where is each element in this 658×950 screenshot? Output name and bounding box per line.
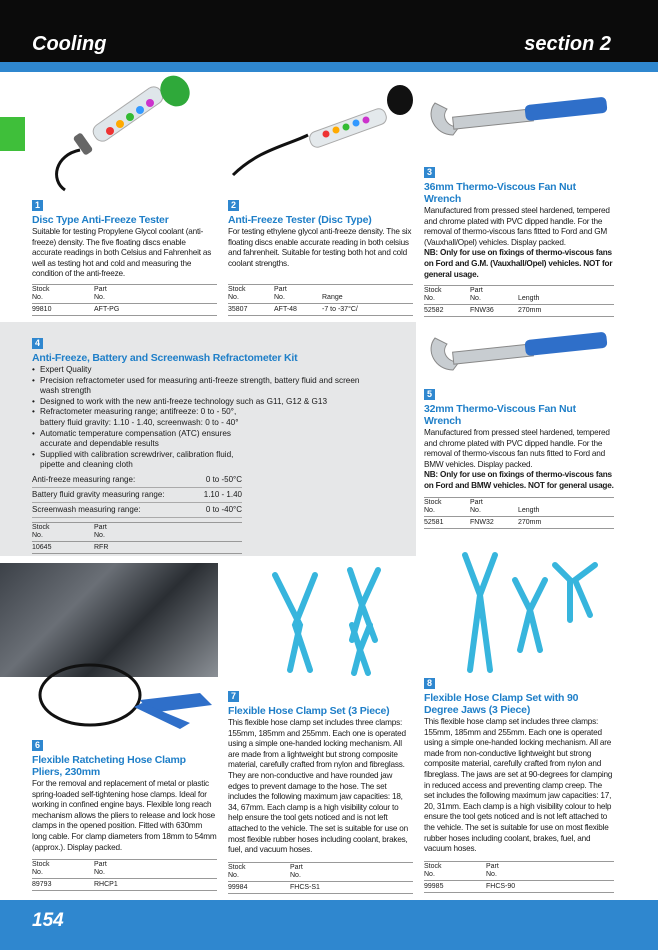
list-item: • Designed to work with the new anti-freeze technology such as G11, G12 & G13 xyxy=(32,397,362,408)
stock-table: Stock No. Part No. Length 52581 FNW32 270mm xyxy=(424,497,614,529)
product-description: Manufactured from pressed steel hardened, tempered and chrome plated with PVC dipped handle. For the removal of thermo-viscous fans fitted to Ford and GM (Vauxhall/Opel) vehicles. Display packed. xyxy=(424,206,610,247)
product-note: NB: Only for use on fixings of thermo-viscous fans on Ford and BMW vehicles. NOT for general usage. xyxy=(424,470,614,490)
page-header xyxy=(0,0,658,62)
list-item: • Supplied with calibration screwdriver, calibration fluid, pipette and cleaning cloth xyxy=(32,450,247,471)
stock-table xyxy=(32,284,217,316)
product-title: Flexible Hose Clamp Set with 90 Degree Jaws (3 Piece) xyxy=(424,692,579,716)
section-label: section 2 xyxy=(524,33,611,55)
product-title: 32mm Thermo-Viscous Fan Nut Wrench xyxy=(424,403,576,427)
product-number: 4 xyxy=(32,338,43,349)
product-number: 3 xyxy=(424,167,435,178)
table-row: Screenwash measuring range: 0 to -40°C xyxy=(32,502,242,517)
section-tab xyxy=(0,117,25,151)
spec-table xyxy=(32,473,242,518)
product-title: Flexible Hose Clamp Set (3 Piece) xyxy=(228,705,390,717)
product-title: Disc Type Anti-Freeze Tester xyxy=(32,214,169,226)
category-title: Cooling xyxy=(32,33,107,55)
product-7 xyxy=(228,686,413,894)
stock-table: Stock No. Part No. Length 52582 FNW36 270mm xyxy=(424,285,614,317)
stock-header: Stock No. xyxy=(32,284,94,303)
product-title: 36mm Thermo-Viscous Fan Nut Wrench xyxy=(424,181,576,205)
product-description: Manufactured from pressed steel hardened, tempered and chrome plated with PVC dipped handle. For the removal of thermo-viscous fan nuts fitted to Ford and BMW vehicles. Display packed. xyxy=(424,428,610,469)
list-item: • Refractometer measuring range; antifreeze: 0 to - 50°, battery fluid gravity: 1.10 - 1.40, screenwash: 0 to - 40° xyxy=(32,407,247,428)
stock-table: Stock No. Part No. 99985 FHCS-90 xyxy=(424,861,614,893)
page-number: 154 xyxy=(32,910,64,931)
product-description: For testing ethylene glycol anti-freeze density. The six floating discs enable accurate reading in both celsius and fahrenheit. Suitable for testing both hot and cold coolant strengths. xyxy=(228,227,412,268)
table-row: 99984 FHCS-S1 xyxy=(228,881,413,893)
header-stripe xyxy=(0,62,658,72)
table-row: Anti-freeze measuring range: 0 to -50°C xyxy=(32,473,242,488)
part-header: Part No. xyxy=(94,284,217,303)
product-3 xyxy=(424,162,614,317)
stock-table: Stock No. Part No. 99984 FHCS-S1 xyxy=(228,862,413,894)
product-description: This flexible hose clamp set includes three clamps: 155mm, 185mm and 255mm. Each one is operated using a simple one-handed locking mechanism. All are made from a lightweight but strong composite material, carefully crafted from nylon and fibreglass. They are non-conductive and have rounded jaw edges to prevent damage to the hose. The set includes the following maximum jaw capacities: 18, 34, 67mm. Each clamp is a high visibility colour to help ensure the tool gets noticed and is not left attached to the vehicle. The set is suitable for use on most flexible rubber hoses including coolant, brakes, fuel, and vacuum hoses. xyxy=(228,718,409,855)
product-4 xyxy=(32,333,372,554)
stock-table: Stock No. Part No. 89793 RHCP1 xyxy=(32,859,217,891)
product-number: 5 xyxy=(424,389,435,400)
product-number: 1 xyxy=(32,200,43,211)
product-description: Suitable for testing Propylene Glycol coolant (anti-freeze) density. The five floating discs enable accurate readings in both Celsius and Fahrenheit as well as testing hot and cold and measuring the condition of the anti-freeze. xyxy=(32,227,212,279)
table-row: 35807 AFT-48 -7 to -37°C/ xyxy=(228,304,413,316)
disc-type-tester-image xyxy=(228,80,418,190)
feature-list xyxy=(32,365,362,471)
list-item: • Precision refractometer used for measuring anti-freeze strength, battery fluid and screen wash strength xyxy=(32,376,362,397)
product-note: NB: Only for use on fixings of thermo-viscous fans on Ford and G.M. (Vauxhall/Opel) vehicles. NOT for general usage. xyxy=(424,248,613,279)
stock-table: Stock No. Part No. Range 35807 AFT-48 -7 to -37°C/ xyxy=(228,284,413,316)
product-6 xyxy=(32,735,217,891)
stock-table: Stock No. Part No. 10645 RFR xyxy=(32,522,242,554)
list-item: • Expert Quality xyxy=(32,365,362,376)
flexible-hose-clamp-set-image xyxy=(260,565,400,680)
fan-nut-wrench-36mm-image xyxy=(425,95,615,145)
ratcheting-hose-clamp-pliers-image xyxy=(30,645,220,735)
product-number: 6 xyxy=(32,740,43,751)
product-title: Anti-Freeze, Battery and Screenwash Refractometer Kit xyxy=(32,352,298,364)
product-title: Flexible Ratcheting Hose Clamp Pliers, 230mm xyxy=(32,754,186,778)
product-description: This flexible hose clamp set includes three clamps: 155mm, 185mm and 255mm. Each one is operated using a simple one-handed locking mechanism. All are made from non-conductive lightweight but strong composite material, carefully crafted from nylon and fibreglass. The jaws are set at 90-degrees for clamping in reduced access and preventing clamp creep. The set includes the following maximum jaw capacities: 17, 20, 31mm. Each clamp is a high visibility colour to help ensure the tool gets noticed and is not left attached to the vehicle. The set is suitable for use on most flexible rubber hoses including coolant, brakes, fuel, and vacuum hoses. xyxy=(424,717,613,854)
table-row: 89793 RHCP1 xyxy=(32,879,217,891)
list-item: • Automatic temperature compensation (ATC) ensures accurate and dependable results xyxy=(32,429,247,450)
fan-nut-wrench-32mm-image xyxy=(425,330,615,380)
product-title: Anti-Freeze Tester (Disc Type) xyxy=(228,214,372,226)
product-number: 7 xyxy=(228,691,239,702)
product-8 xyxy=(424,673,614,893)
table-row: 99985 FHCS-90 xyxy=(424,880,614,892)
table-row: 99810 AFT-PG xyxy=(32,303,217,315)
product-5 xyxy=(424,384,614,529)
table-row: 52582 FNW36 270mm xyxy=(424,305,614,317)
product-number: 2 xyxy=(228,200,239,211)
table-row: 10645 RFR xyxy=(32,541,242,553)
product-number: 8 xyxy=(424,678,435,689)
product-2 xyxy=(228,195,413,316)
product-description: For the removal and replacement of metal or plastic spring-loaded self-tightening hose clamps. Ideal for working in confined engine bays. Flexible long reach mechanism allows the pliers to release and lock hose clamps in the opened position. Fitted with 630mm long cable. For clamp diameters from 18mm to 54mm (approx.). Display packed. xyxy=(32,779,217,852)
product-1 xyxy=(32,195,217,316)
page-footer xyxy=(0,900,658,950)
table-row: 52581 FNW32 270mm xyxy=(424,516,614,528)
disc-antifreeze-tester-image xyxy=(40,75,200,195)
flexible-hose-clamp-90-set-image xyxy=(445,540,615,680)
table-row: Battery fluid gravity measuring range: 1.10 - 1.40 xyxy=(32,487,242,502)
